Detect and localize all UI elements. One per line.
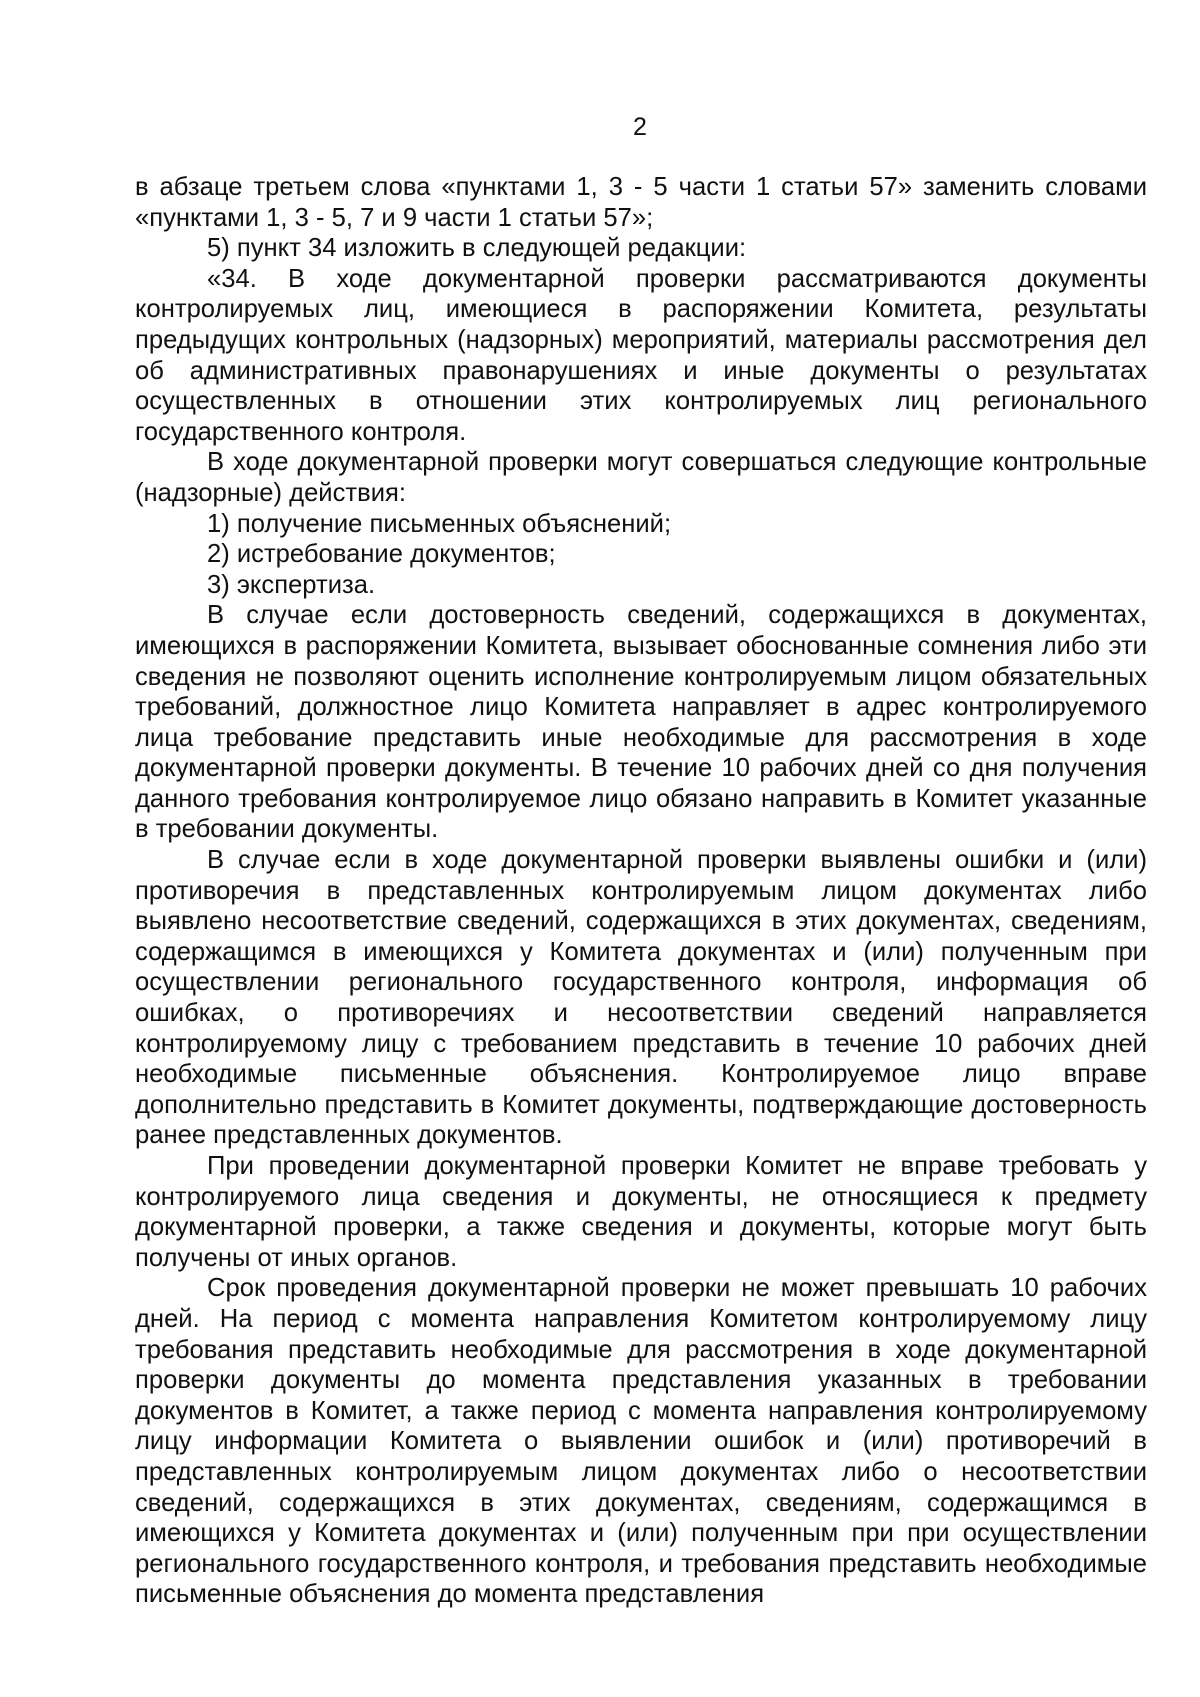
paragraph-amendment-abzac: в абзаце третьем слова «пунктами 1, 3 - 5 части 1 статьи 57» заменить словами «пунктами 1, 3 - 5, 7 и 9 части 1 статьи 57»; [135,173,1147,232]
list-item-2: 2) истребование документов; [207,540,556,569]
paragraph-restrictions: При проведении документарной проверки Комитет не вправе требовать у контролируемого лица сведения и документы, не относящиеся к предмету документарной проверки, а также сведения и документы, которые могут быть получены от иных органов. [135,1152,1147,1272]
list-item-3: 3) экспертиза. [207,570,376,599]
paragraph-term: Срок проведения документарной проверки не может превышать 10 рабочих дней. На период с момента направления Комитетом контролируемому лицу требования представить необходимые для рассмотрения в ходе документарной проверки документы до момента представления указанных в требовании документов в Комитет, а также период с момента направления контролируемому лицу информации Комитета о выявлении ошибок и (или) противоречий в представленных контролируемым лицом документах либо о несоответствии сведений, содержащихся в этих документах, сведениям, содержащимся в имеющихся у Комитета документах и (или) полученным при при осуществлении регионального государственного контроля, и требования представить необходимые письменные объяснения до момента представления [135,1274,1147,1609]
paragraph-control-actions: В ходе документарной проверки могут совершаться следующие контрольные (надзорные) действия: [135,448,1147,507]
document-body [135,172,1147,1610]
list-item-1: 1) получение письменных объяснений; [207,509,672,538]
paragraph-clause-34: «34. В ходе документарной проверки рассматриваются документы контролируемых лиц, имеющиеся в распоряжении Комитета, результаты предыдущих контрольных (надзорных) мероприятий, материалы рассмотрения дел об административных правонарушениях и иные документы о результатах осуществленных в отношении этих контролируемых лиц регионального государственного контроля. [135,264,1147,446]
paragraph-errors: В случае если в ходе документарной проверки выявлены ошибки и (или) противоречия в представленных контролируемым лицом документах либо выявлено несоответствие сведений, содержащихся в этих документах, сведениям, содержащимся в имеющихся у Комитета документах и (или) полученным при осуществлении регионального государственного контроля, информация об ошибках, о противоречиях и несоответствии сведений направляется контролируемому лицу с требованием представить в течение 10 рабочих дней необходимые письменные объяснения. Контролируемое лицо вправе дополнительно представить в Комитет документы, подтверждающие достоверность ранее представленных документов. [135,846,1147,1150]
page-number: 2 [633,113,647,141]
paragraph-item-5: 5) пункт 34 изложить в следующей редакции: [207,234,747,263]
paragraph-reliability: В случае если достоверность сведений, содержащихся в документах, имеющихся в распоряжении Комитета, вызывает обоснованные сомнения либо эти сведения не позволяют оценить исполнение контролируемым лицом обязательных требований, должностное лицо Комитета направляет в адрес контролируемого лица требование представить иные необходимые для рассмотрения в ходе документарной проверки документы. В течение 10 рабочих дней со дня получения данного требования контролируемое лицо обязано направить в Комитет указанные в требовании документы. [135,601,1147,844]
